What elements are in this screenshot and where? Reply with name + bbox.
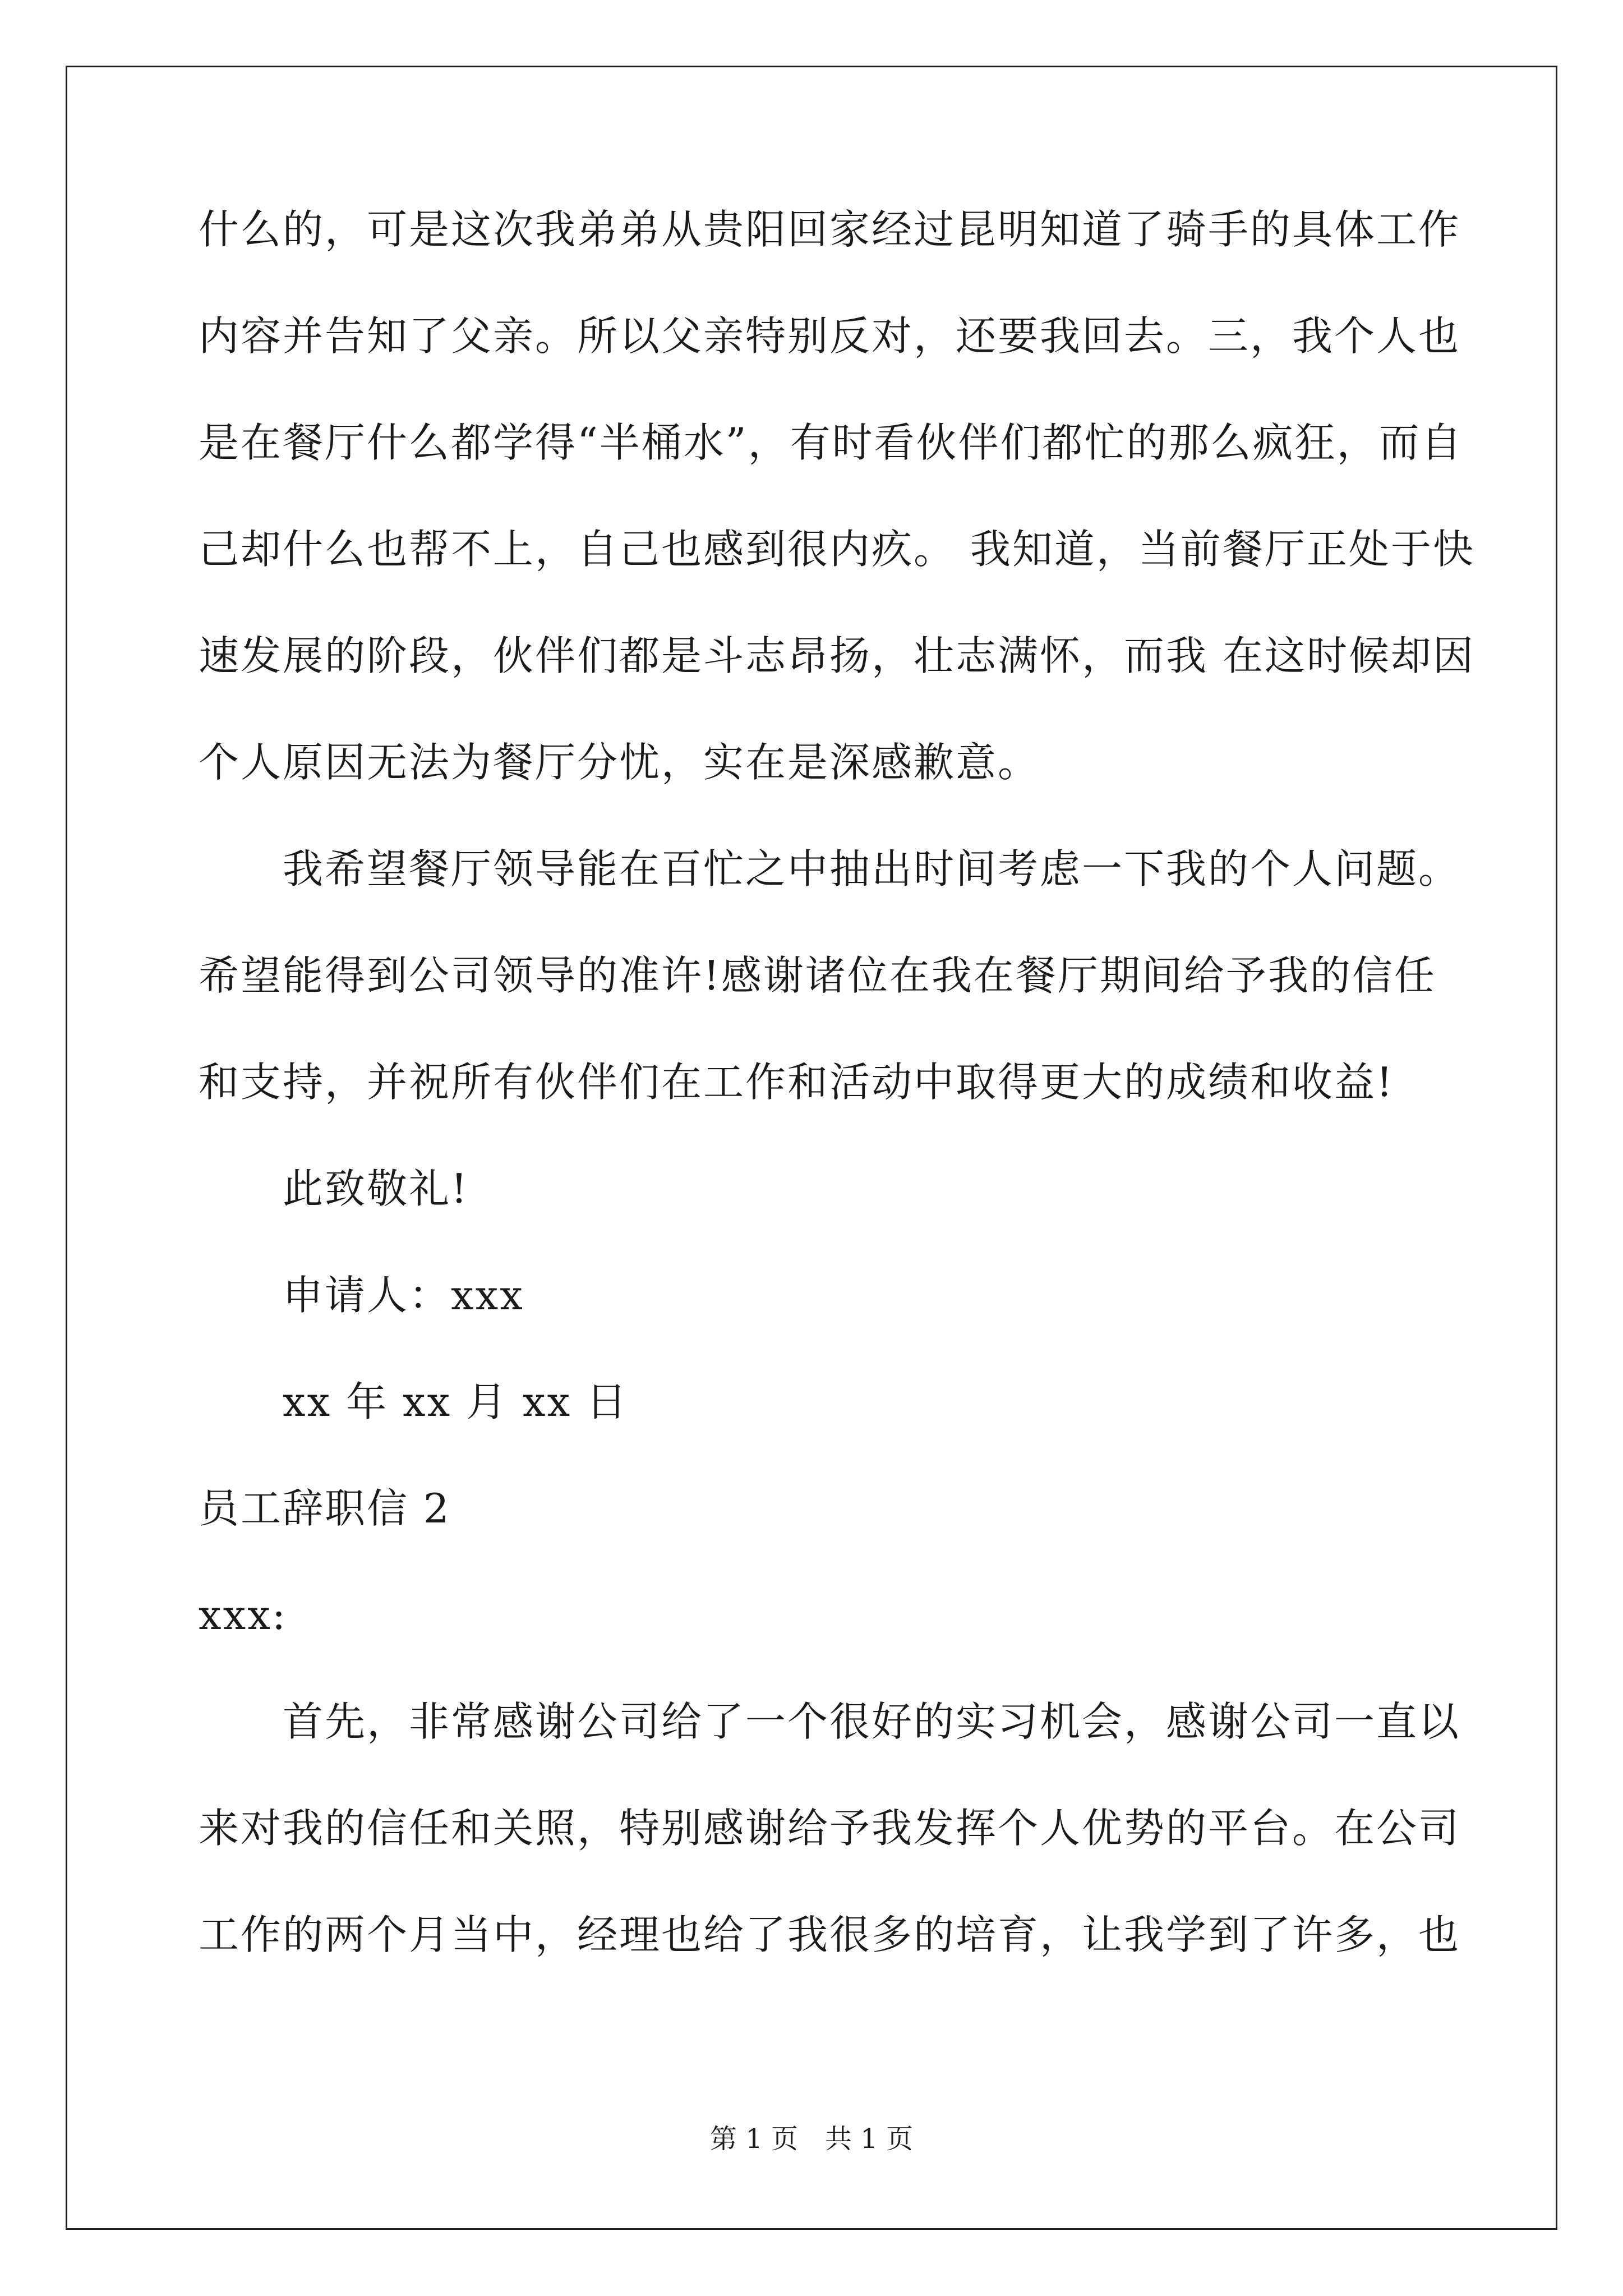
- text-line: 来对我的信任和关照，特别感谢给予我发挥个人优势的平台。在公司: [199, 1805, 1461, 1852]
- text-line: 希望能得到公司领导的准许!感谢诸位在我在餐厅期间给予我的信任: [199, 952, 1436, 999]
- text-line: 是在餐厅什么都学得“半桶水”，有时看伙伴们都忙的那么疯狂，而自: [199, 419, 1463, 466]
- paragraph-first-line: 我希望餐厅领导能在百忙之中抽出时间考虑一下我的个人问题。: [283, 845, 1461, 892]
- section-heading: 员工辞职信 2: [199, 1485, 451, 1532]
- text-line: 内容并告知了父亲。所以父亲特别反对，还要我回去。三，我个人也: [199, 312, 1461, 360]
- page-number-footer: 第 1 页 共 1 页: [709, 2123, 914, 2155]
- text-line: 个人原因无法为餐厅分忧，实在是深感歉意。: [199, 739, 1040, 786]
- applicant-signature: 申请人：xxx: [283, 1272, 524, 1319]
- text-line: 工作的两个月当中，经理也给了我很多的培育，让我学到了许多，也: [199, 1911, 1461, 1958]
- closing-salutation: 此致敬礼!: [283, 1165, 469, 1212]
- paragraph-first-line: 首先，非常感谢公司给了一个很好的实习机会，感谢公司一直以: [283, 1698, 1461, 1745]
- text-line: 己却什么也帮不上，自己也感到很内疚。 我知道，当前餐厅正处于快: [199, 526, 1475, 573]
- recipient-greeting: xxx:: [199, 1591, 288, 1639]
- text-line: 什么的，可是这次我弟弟从贵阳回家经过昆明知道了骑手的具体工作: [199, 206, 1461, 253]
- text-line: 速发展的阶段，伙伴们都是斗志昂扬，壮志满怀，而我 在这时候却因: [199, 632, 1475, 679]
- letter-date: xx 年 xx 月 xx 日: [283, 1378, 629, 1425]
- text-line: 和支持，并祝所有伙伴们在工作和活动中取得更大的成绩和收益!: [199, 1059, 1394, 1106]
